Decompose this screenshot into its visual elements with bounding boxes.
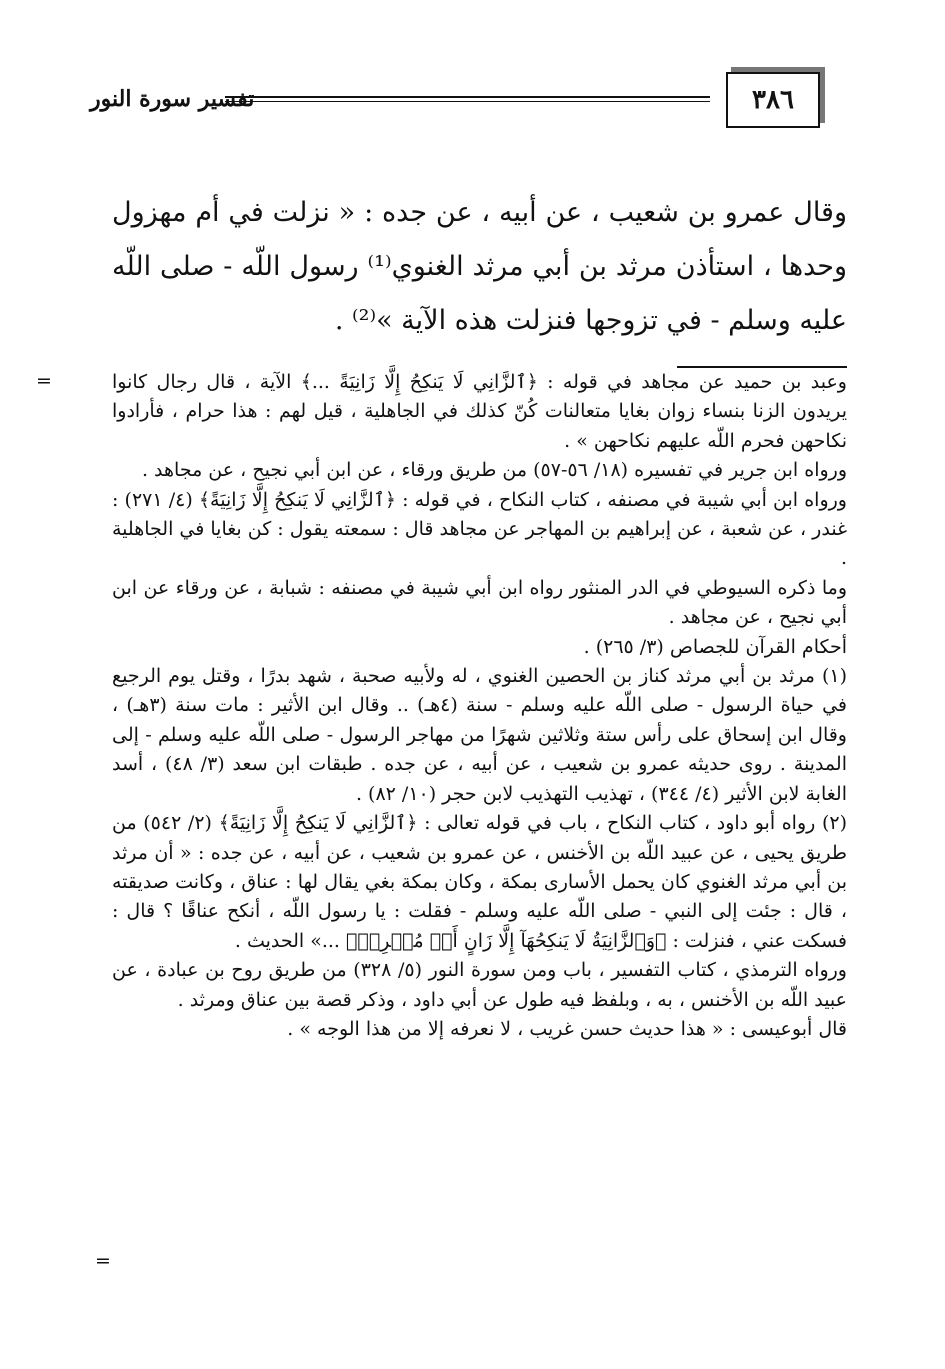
footnote-text: رواه أبو داود ، كتاب النكاح ، باب في قوله تعالى : ﴿ٱلزَّانِي لَا يَنكِحُ إِلَّا زَانِيَةً﴾ (٢/ ٥٤٢) من طريق يحيى ، عن عبيد اللّه بن الأخنس ، عن عمرو بن شعيب ، عن أبيه ، عن جده : « أن مرثد بن أبي مرثد الغنوي كان يحمل الأسارى بمكة ، وكان بمكة بغي يقال لها : عناق ، وكانت صديقته ، قال : جئت إلى النبي - صلى اللّه عليه وسلم - فقلت : يا رسول اللّه ، أنكح عناقًا ؟ قال : فسكت عني ، فنزلت : ﴿وَٱلزَّانِيَةُ لَا يَنكِحُهَآ إِلَّا زَانٍ أَوۡ مُشۡرِكٞ﴾ ...» الحديث .: [112, 812, 847, 952]
footnote-continued-line: وما ذكره السيوطي في الدر المنثور رواه ابن أبي شيبة في مصنفه : شبابة ، عن ورقاء عن ابن أبي نجيح ، عن مجاهد .: [112, 576, 847, 629]
footnote-number: (٢): [821, 812, 847, 835]
header-rule-thin: [225, 101, 710, 102]
footnote-number: (١): [821, 665, 848, 688]
footnote-after-line: ورواه الترمذي ، كتاب التفسير ، باب ومن سورة النور (٥/ ٣٢٨) من طريق روح بن عبادة ، عن عبيد اللّه بن الأخنس ، به ، وبلفظ فيه طول عن أبي داود ، وذكر قصة بين عناق ومرثد .: [112, 959, 847, 1011]
footnote-continued-line: ورواه ابن جرير في تفسيره (١٨/ ٥٦-٥٧) من طريق ورقاء ، عن ابن أبي نجيح ، عن مجاهد .: [141, 459, 847, 482]
chapter-title: تفسير سورة النور: [90, 86, 255, 112]
page-number: ٣٨٦: [752, 85, 794, 115]
footnote-text: مرثد بن أبي مرثد كناز بن الحصين الغنوي ، له ولأبيه صحبة ، شهد بدرًا ، وقتل يوم الرجيع في حياة الرسول - صلى اللّه عليه وسلم - سنة (٤هـ) .. وقال ابن الأثير : مات سنة (٣هـ) ، وقال ابن إسحاق على رأس ستة وثلاثين شهرًا من مهاجر الرسول - صلى اللّه عليه وسلم - إلى المدينة . روى حديثه عمرو بن شعيب ، عن أبيه ، عن جده . طبقات ابن سعد (٣/ ٤٨) ، أسد الغابة لابن الأثير (٤/ ٣٤٤) ، تهذيب التهذيب لابن حجر (١٠/ ٨٢) .: [112, 665, 848, 805]
footnote-continued-line: أحكام القرآن للجصاص (٣/ ٢٦٥) .: [583, 635, 847, 658]
continuation-mark-bottom: =: [95, 1250, 111, 1272]
footnote-2: [112, 809, 847, 956]
footnote-after-line: قال أبوعيسى : « هذا حديث حسن غريب ، لا نعرفه إلا من هذا الوجه » .: [287, 1017, 847, 1040]
footnote-continued-line: ورواه ابن أبي شيبة في مصنفه ، كتاب النكاح ، في قوله : ﴿ٱلزَّانِي لَا يَنكِحُ إِلَّا زَانِيَةً﴾ (٤/ ٢٧١) : غندر ، عن شعبة ، عن إبراهيم بن المهاجر عن مجاهد قال : سمعته يقول : كن بغايا في الجاهلية .: [112, 488, 847, 570]
footnote-1: [112, 662, 847, 809]
footnotes: [112, 368, 847, 1044]
main-text: [112, 186, 847, 348]
page-header: [60, 60, 850, 130]
continuation-mark-top: =: [36, 370, 52, 392]
page-number-box: [726, 72, 820, 128]
main-paragraph: وقال عمرو بن شعيب ، عن أبيه ، عن جده : « نزلت في أم مهزول وحدها ، استأذن مرثد بن أبي مرثد الغنوي⁽¹⁾ رسول اللّه - صلى اللّه عليه وسلم - في تزوجها فنزلت هذه الآية »⁽²⁾ .: [112, 197, 847, 336]
header-rule: [225, 96, 710, 98]
footnote-continued-line: وعبد بن حميد عن مجاهد في قوله : ﴿ٱلزَّانِي لَا يَنكِحُ إِلَّا زَانِيَةً ...﴾ الآية ، قال رجال كانوا يريدون الزنا بنساء زوان بغايا متعالنات كُنّ كذلك في الجاهلية ، قيل لهم : هذا حرام ، فأرادوا نكاحهن فحرم اللّه عليهم نكاحهن » .: [112, 371, 847, 452]
